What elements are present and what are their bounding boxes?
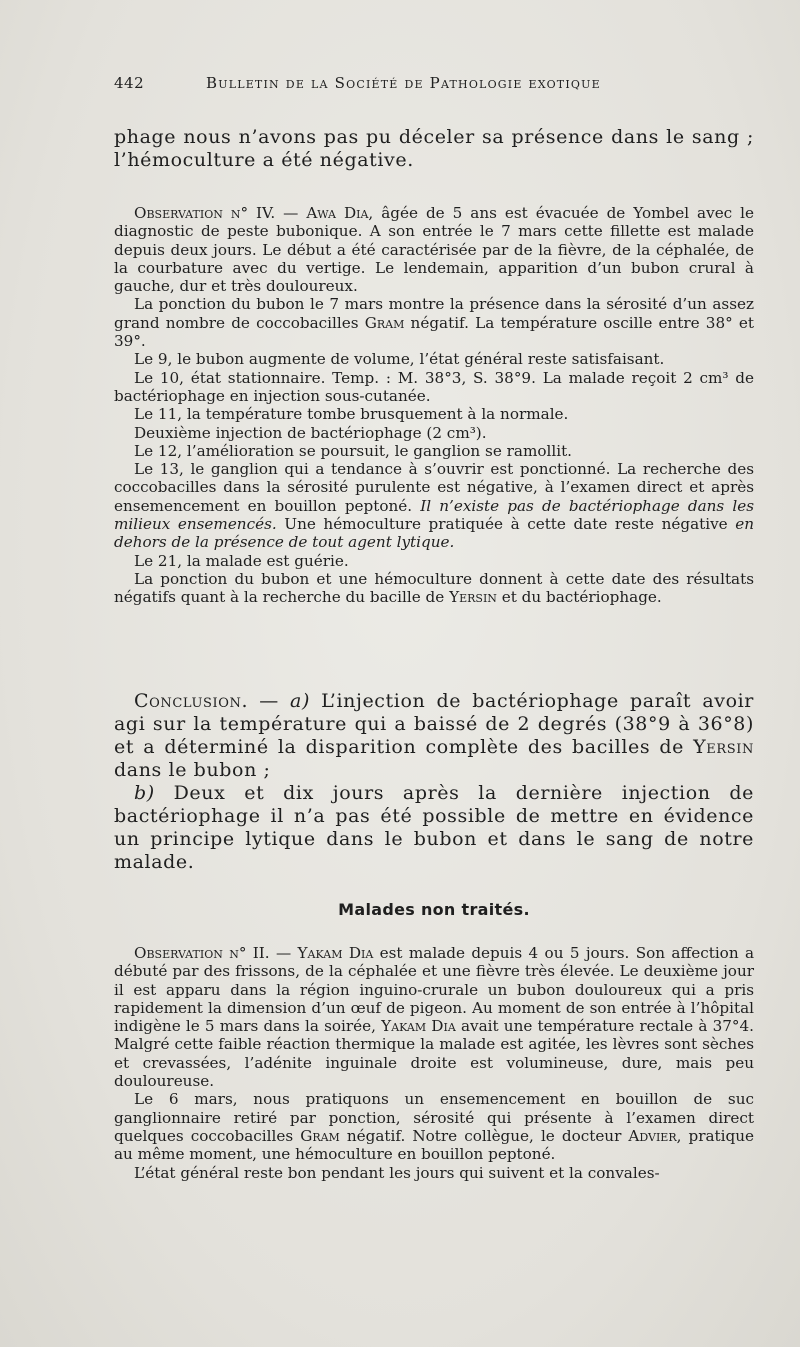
conclusion-yersin: Yersin: [693, 736, 754, 758]
journal-title: Bulletin de la Société de Pathologie exotique: [206, 74, 601, 92]
conclusion: [114, 690, 754, 874]
obs-ii-gram: Gram: [300, 1126, 340, 1145]
obs-ii-patient-2: Yakam Dia: [381, 1017, 456, 1036]
obs-iv-text-8b: Une hémoculture pratiquée à cette date reste négative: [276, 515, 736, 534]
section-heading: Malades non traités.: [338, 900, 530, 919]
obs-iv-dash: —: [275, 204, 307, 222]
obs-ii-text-1b: avait une température rectale à 37°4. Malgré cette faible réaction thermique la malade est agitée, les lèvres sont sèches et crevassées, l’adénite inguinale droite est volumineuse, dure, mais peu douloureuse.: [114, 1017, 754, 1091]
obs-iv-paragraph-6: Deuxième injection de bactériophage (2 cm³).: [134, 423, 487, 442]
conclusion-text-b: Deux et dix jours après la dernière injection de bactériophage il n’a pas été possible de mettre en évidence un principe lytique dans le bubon et dans le sang de notre malade.: [114, 782, 754, 873]
obs-ii-text-2a: Le 6 mars, nous pratiquons un ensemencement en bouillon de suc ganglionnaire retiré par ponction, sérosité qui présente à l’examen direct quelques coccobacilles: [114, 1090, 754, 1145]
obs-iv-paragraph-10: [114, 570, 754, 607]
conclusion-text-a2: dans le bubon ;: [114, 759, 271, 781]
conclusion-dash: —: [248, 690, 291, 712]
page-number: 442: [114, 74, 145, 92]
obs-iv-paragraph-4: Le 10, état stationnaire. Temp. : M. 38°3, S. 38°9. La malade reçoit 2 cm³ de bactériophage en injection sous-cutanée.: [114, 368, 754, 405]
obs-ii-paragraph-2: [114, 1090, 754, 1163]
observation-ii: [114, 944, 754, 1182]
obs-iv-text-10a: La ponction du bubon et une hémoculture donnent à cette date des résultats négatifs quant à la recherche du bacille de: [114, 569, 754, 607]
conclusion-marker-b: b): [134, 782, 155, 804]
intro-line: phage nous n’avons pas pu déceler sa présence dans le sang ; l’hémoculture a été négative.: [114, 126, 754, 171]
obs-iv-paragraph-9: Le 21, la malade est guérie.: [134, 551, 349, 570]
obs-iv-italic-1: Il n’existe pas de bactériophage dans les milieux ensemencés.: [114, 496, 754, 534]
obs-iv-paragraph-5: Le 11, la température tombe brusquement à la normale.: [134, 405, 569, 424]
observation-iv: [114, 204, 754, 607]
conclusion-marker-a: a): [290, 690, 310, 712]
conclusion-paragraph-b: [114, 782, 754, 874]
obs-iv-paragraph-7: Le 12, l’amélioration se poursuit, le ganglion se ramollit.: [134, 441, 572, 460]
obs-iv-paragraph-2: [114, 295, 754, 350]
obs-ii-text-1a: est malade depuis 4 ou 5 jours. Son affection a débuté par des frissons, de la céphalée et une fièvre très élevée. Le deuxième jour il est apparu dans la région inguino-crurale un bubon douloureux qui a pris rapidement la dimension d’un œuf de pigeon. Au moment de son entrée à l’hôpital indigène le 5 mars dans la soirée,: [114, 944, 755, 1036]
obs-iv-paragraph-3: Le 9, le bubon augmente de volume, l’état général reste satisfaisant.: [134, 350, 665, 369]
obs-ii-text-2b: négatif. Notre collègue, le docteur: [339, 1126, 629, 1145]
conclusion-label: Conclusion.: [134, 690, 249, 712]
obs-iv-text-2b: négatif. La température oscille entre 38° et 39°.: [114, 313, 754, 351]
conclusion-paragraph-a: [114, 690, 754, 782]
obs-iv-text-2a: La ponction du bubon le 7 mars montre la présence dans la sérosité d’un assez grand nombre de coccobacilles: [114, 295, 754, 332]
obs-iv-paragraph-8: [114, 460, 754, 551]
obs-ii-paragraph-3: L’état général reste bon pendant les jours qui suivent et la convales-: [134, 1163, 660, 1182]
obs-iv-text-1: , âgée de 5 ans est évacuée de Yombel avec le diagnostic de peste bubonique. A son entrée le 7 mars cette fillette est malade depuis deux jours. Le début a été caractérisée par de la fièvre, de la céphalée, de la courbature avec du vertige. Le lendemain, apparition d’un bubon crural à gauche, dur et très douloureux.: [114, 204, 755, 296]
obs-iv-text-8a: Le 13, le ganglion qui a tendance à s’ouvrir est ponctionné. La recherche des coccobacilles dans la sérosité purulente est négative, à l’examen direct et après ensemencement en bouillon peptoné.: [114, 460, 754, 515]
obs-ii-patient: Yakam Dia: [297, 944, 374, 962]
obs-ii-advier: Advier: [628, 1126, 677, 1145]
conclusion-text-a1: L’injection de bactériophage paraît avoir agi sur la température qui a baissé de 2 degrés (38°9 à 36°8) et a déterminé la disparition complète des bacilles de: [114, 690, 754, 758]
obs-ii-dash: —: [269, 944, 298, 962]
obs-iv-italic-2: en dehors de la présence de tout agent lytique.: [114, 515, 754, 552]
obs-iv-paragraph-1: [114, 204, 754, 295]
intro-paragraph: [114, 126, 754, 172]
obs-ii-paragraph-1: [114, 944, 754, 1090]
obs-iv-patient: Awa Dia: [306, 204, 369, 222]
obs-ii-label: Observation n° II.: [134, 944, 270, 962]
obs-ii-text-2c: , pratique au même moment, une hémoculture en bouillon peptoné.: [114, 1126, 755, 1164]
obs-iv-text-10b: et du bactériophage.: [496, 588, 662, 607]
obs-iv-label: Observation n° IV.: [134, 204, 276, 222]
obs-iv-gram: Gram: [364, 313, 405, 332]
obs-iv-yersin: Yersin: [449, 588, 497, 607]
